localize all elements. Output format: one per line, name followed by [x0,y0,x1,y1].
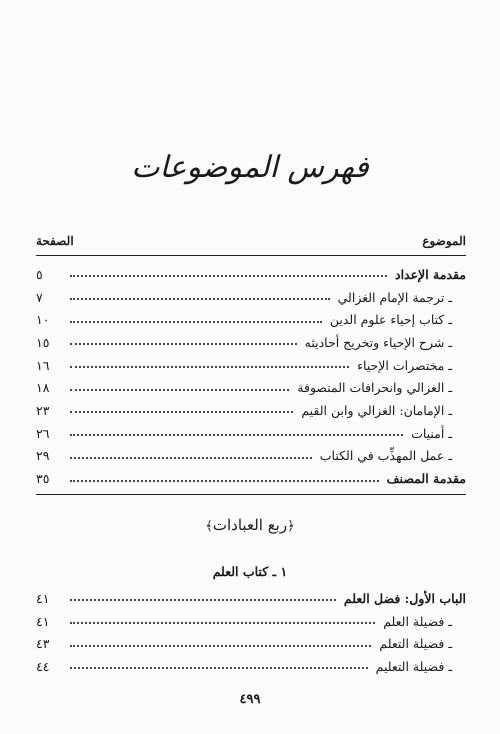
toc-entry [36,399,466,422]
toc-entry [36,376,466,399]
toc-list-intro [36,263,466,490]
table-header [36,232,466,254]
toc-entry-title: ـ الإمامان: الغزالي وابن القيم [301,402,452,418]
toc-entry [36,308,466,331]
dot-leader [70,411,293,413]
dot-leader [70,389,289,391]
toc-entry-page: ٤٤ [36,658,50,674]
header-topic: الموضوع [422,234,466,248]
toc-entry-title: ـ فضيلة العلم [383,613,452,629]
toc-entry-title: ـ أمنيات [411,425,452,441]
toc-entry-title: مقدمة المصنف [386,471,466,487]
toc-entry-page: ٢٦ [36,425,50,441]
toc-entry [36,632,466,655]
dot-leader [70,343,297,345]
section-label: ربع العبادات [212,516,288,534]
toc-entry-page: ٤١ [36,613,50,629]
toc-entry [36,610,466,633]
dot-leader [70,645,371,647]
toc-entry-title: ـ مختصرات الإحياء [357,357,452,373]
ornament-close: ﴾ [205,519,213,534]
toc-entry [36,263,466,286]
dot-leader [70,366,349,368]
toc-list-chapter [36,587,466,678]
toc-entry-page: ١٦ [36,357,50,373]
dot-leader [70,298,330,300]
dot-leader [70,622,375,624]
toc-entry-page: ١٥ [36,334,50,350]
toc-entry-title: ـ عمل المهذِّب في الكتاب [319,448,452,464]
dot-leader [70,480,379,482]
dot-leader [70,457,312,459]
dot-leader [70,434,403,436]
toc-entry [36,467,466,490]
page-title: فهرس الموضوعات [131,150,369,185]
toc-entry-page: ٣٥ [36,471,50,487]
chapter-title: ١ ـ كتاب العلم [212,564,288,579]
toc-entry-page: ١٨ [36,380,50,396]
toc-entry-title: ـ ترجمة الإمام الغزالي [337,289,452,305]
toc-entry-page: ٥ [36,266,43,282]
dot-leader [70,321,322,323]
header-rule [36,255,466,256]
ornament-open: ﴿ [287,519,295,534]
toc-entry [36,587,466,610]
toc-entry [36,354,466,377]
toc-entry-page: ١٠ [36,312,50,328]
dot-leader [70,275,387,277]
section-rule [36,494,466,495]
toc-entry-page: ٢٣ [36,402,50,418]
toc-entry-title: ـ شرح الإحياء وتخريج أحاديثه [304,334,452,350]
toc-entry [36,655,466,678]
page-number: ٤٩٩ [239,692,261,707]
dot-leader [70,599,336,601]
toc-entry-page: ٤٣ [36,636,50,652]
toc-entry-title: ـ الغزالي وانحرافات المتصوفة [297,380,452,396]
toc-entry-title: مقدمة الإعداد [395,266,466,282]
toc-entry [36,445,466,468]
toc-entry-title: ـ فضيلة التعلم [379,636,452,652]
toc-entry-title: الباب الأول: فضل العلم [343,590,466,606]
toc-entry [36,331,466,354]
toc-entry [36,422,466,445]
toc-entry-page: ٢٩ [36,448,50,464]
toc-entry [36,286,466,309]
toc-entry-title: ـ فضيلة التعليم [375,658,452,674]
toc-entry-page: ٧ [36,289,43,305]
toc-entry-title: ـ كتاب إحياء علوم الدين [329,312,452,328]
section-title [0,516,500,534]
toc-entry-page: ٤١ [36,590,50,606]
header-page: الصفحة [36,234,74,248]
dot-leader [70,667,368,669]
